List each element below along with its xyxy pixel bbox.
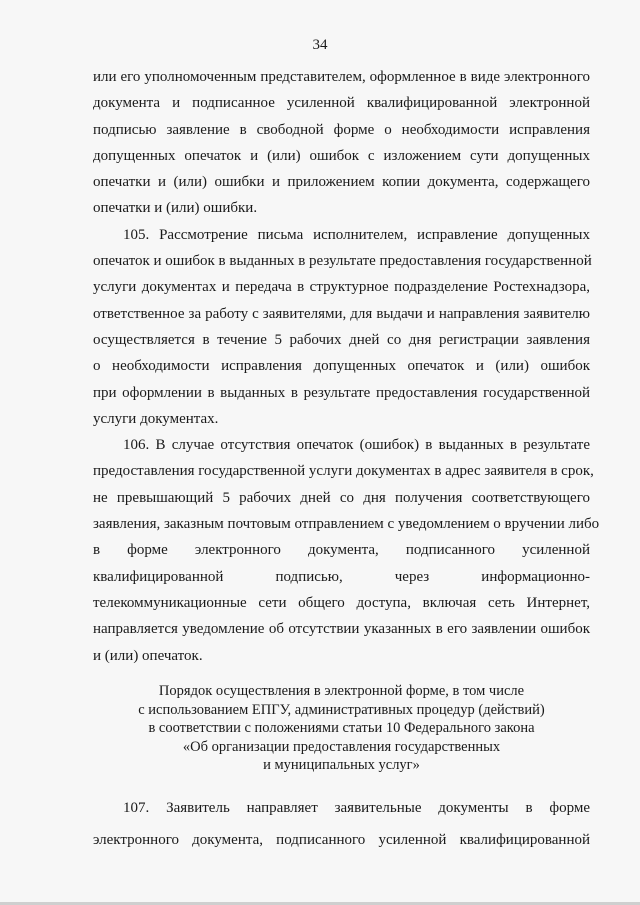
text-line: направляется уведомление об отсутствии указанных в его заявлении ошибок: [93, 621, 590, 638]
text-line: услуги документах.: [93, 410, 219, 427]
text-line: осуществляется в течение 5 рабочих дней со дня регистрации заявления: [93, 331, 590, 348]
text-line: квалифицированной подписью, через информационно-: [93, 568, 590, 585]
text-line: заявления, заказным почтовым отправлением с уведомлением о вручении либо: [93, 516, 600, 533]
heading-line: «Об организации предоставления государственных: [182, 738, 501, 755]
page-number: 34: [312, 37, 328, 53]
text-line: подписью заявление в свободной форме о необходимости исправления: [93, 121, 590, 138]
text-line: опечатки и (или) ошибки.: [93, 200, 258, 217]
text-line: опечатки и (или) ошибки и приложением копии документа, содержащего: [93, 174, 590, 191]
body-text: [93, 64, 600, 669]
text-line: телекоммуникационные сети общего доступа, включая сеть Интернет,: [93, 594, 590, 611]
text-line: электронного документа, подписанного усиленной квалифицированной: [93, 832, 590, 848]
text-line: 106. В случае отсутствия опечаток (ошибок) в выданных в результате: [123, 437, 590, 454]
heading-line: в соответствии с положениями статьи 10 Федерального закона: [148, 720, 535, 737]
heading-line: с использованием ЕПГУ, административных процедур (действий): [138, 701, 545, 718]
section-heading: [93, 682, 590, 775]
text-line: допущенных опечаток и (или) ошибок с изложением сути допущенных: [93, 147, 590, 164]
text-line: предоставления государственной услуги документах в адрес заявителя в срок,: [93, 463, 594, 480]
paragraph-continuation: [93, 64, 590, 222]
text-line: опечаток и ошибок в выданных в результате предоставления государственной: [93, 253, 592, 270]
text-line: о необходимости исправления допущенных опечаток и (или) ошибок: [93, 358, 590, 375]
text-line: 107. Заявитель направляет заявительные документы в форме: [123, 800, 590, 816]
text-line: и (или) опечаток.: [93, 647, 203, 664]
heading-line: и муниципальных услуг»: [263, 757, 420, 774]
text-line: в форме электронного документа, подписанного усиленной: [93, 542, 590, 559]
text-line: при оформлении в выданных в результате предоставления государственной: [93, 384, 590, 401]
text-line: или его уполномоченным представителем, оформленное в виде электронного: [93, 69, 590, 85]
paragraph-107: [93, 792, 590, 856]
text-line: услуги документах и передача в структурное подразделение Ростехнадзора,: [93, 279, 590, 296]
text-line: документа и подписанное усиленной квалифицированной электронной: [93, 95, 590, 112]
text-line: ответственное за работу с заявителями, для выдачи и направления заявителю: [93, 305, 590, 322]
text-line: не превышающий 5 рабочих дней со дня получения соответствующего: [93, 489, 590, 506]
paragraph-106: [93, 432, 600, 669]
paragraph-105: [93, 222, 590, 432]
heading-line: Порядок осуществления в электронной форме, в том числе: [158, 683, 525, 699]
text-line: 105. Рассмотрение письма исполнителем, исправление допущенных: [123, 226, 590, 243]
